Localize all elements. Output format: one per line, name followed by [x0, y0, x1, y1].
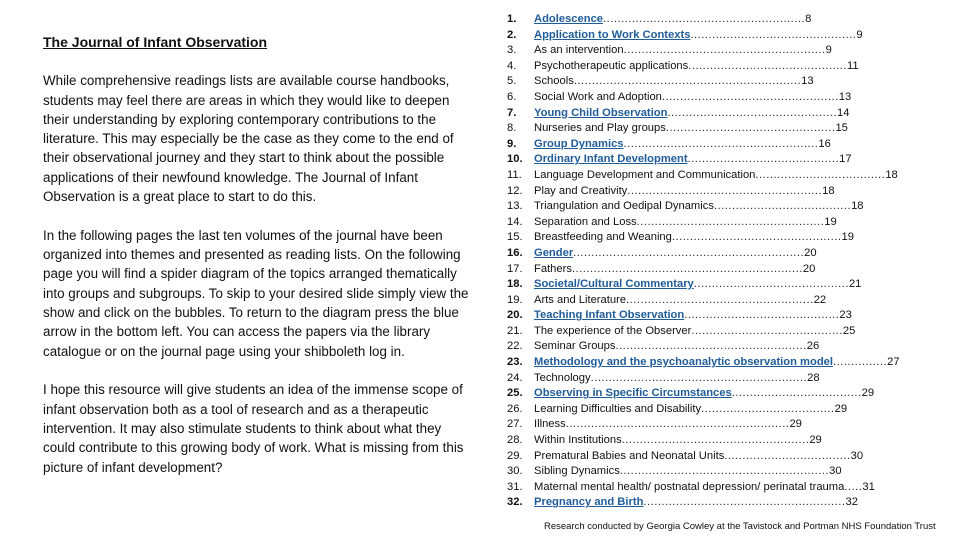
- toc-entry[interactable]: [507, 12, 927, 28]
- toc-entry-label: Fathers: [534, 262, 572, 275]
- toc-entry: [507, 43, 927, 59]
- toc-entry-number: 25.: [507, 387, 523, 400]
- toc-entry-number: 2.: [507, 28, 517, 41]
- toc-entry-number: 3.: [507, 44, 517, 57]
- toc-leader-dots: ......................................................: [623, 137, 819, 150]
- toc-entry-number: 26.: [507, 402, 523, 415]
- toc-entry-link[interactable]: Gender: [534, 246, 574, 259]
- toc-entry-label: Illness: [534, 418, 566, 431]
- toc-leader-dots: ............................................................: [590, 371, 808, 384]
- toc-entry-page: 23: [839, 309, 852, 322]
- toc-entry: [507, 215, 927, 231]
- toc-entry-number: 1.: [507, 13, 517, 25]
- toc-leader-dots: ........................................................: [603, 13, 806, 25]
- toc-entry-label: Nurseries and Play groups: [534, 122, 666, 135]
- instructions-paragraph: In the following pages the last ten volumes of the journal have been organized into themes and presented as reading lists. On the following page you will find a spider diagram of the topics arranged thematically into groups and subgroups. To skip to your desired slide simply view the show and click on the bubbles. To return to the diagram press the blue arrow in the bottom left. You can access the papers via the library catalogue or on the journal page using your shibboleth log in.: [43, 227, 469, 359]
- toc-entry-number: 5.: [507, 75, 517, 88]
- toc-entry-page: 9: [825, 44, 832, 57]
- toc-entry-page: 8: [805, 13, 812, 25]
- toc-entry: [507, 371, 927, 387]
- toc-entry-page: 18: [822, 184, 835, 197]
- toc-entry[interactable]: [507, 106, 927, 122]
- toc-entry-page: 19: [841, 231, 854, 244]
- toc-entry-number: 18.: [507, 278, 523, 291]
- toc-entry-label: As an intervention: [534, 44, 624, 57]
- toc-entry[interactable]: [507, 277, 927, 293]
- toc-leader-dots: .....: [844, 480, 863, 493]
- toc-entry-number: 17.: [507, 262, 523, 275]
- toc-entry-link[interactable]: Pregnancy and Birth: [534, 496, 644, 509]
- closing-paragraph: I hope this resource will give students an idea of the immense scope of infant observation both as a tool of research and as a therapeutic intervention. It may also stimulate students to think about what they could contribute to this growing body of work. What is missing from this picture of infant development?: [43, 382, 464, 475]
- toc-leader-dots: ........................................................: [643, 496, 846, 509]
- toc-entry[interactable]: [507, 28, 927, 44]
- toc-entry-number: 28.: [507, 434, 523, 447]
- toc-leader-dots: ...............................................................: [573, 75, 802, 88]
- toc-leader-dots: ............................................: [688, 59, 847, 72]
- toc-entry-label: Triangulation and Oedipal Dynamics: [534, 200, 714, 213]
- toc-entry-label: Schools: [534, 75, 574, 88]
- toc-leader-dots: ....................................: [731, 387, 862, 400]
- toc-entry[interactable]: [507, 308, 927, 324]
- toc-entry-number: 20.: [507, 309, 523, 322]
- toc-entry-link[interactable]: Societal/Cultural Commentary: [534, 278, 694, 291]
- toc-entry-label: Arts and Literature: [534, 293, 627, 306]
- toc-leader-dots: ...........................................: [693, 278, 849, 291]
- toc-entry-label: Prematural Babies and Neonatal Units: [534, 449, 725, 462]
- toc-entry-page: 20: [804, 246, 817, 259]
- toc-entry: [507, 293, 927, 309]
- toc-leader-dots: ...............: [833, 356, 888, 369]
- toc-leader-dots: .....................................: [701, 402, 835, 415]
- toc-leader-dots: ...............................................: [665, 122, 836, 135]
- toc-entry-page: 21: [848, 278, 862, 291]
- toc-entry-label: Sibling Dynamics: [534, 465, 620, 478]
- toc-entry-link[interactable]: Young Child Observation: [534, 106, 668, 119]
- toc-entry-page: 14: [837, 106, 850, 119]
- toc-entry-link[interactable]: Application to Work Contexts: [534, 28, 691, 41]
- toc-entry-number: 24.: [507, 371, 523, 384]
- toc-entry-label: Language Development and Communication: [534, 168, 756, 181]
- toc-entry: [507, 121, 927, 137]
- toc-leader-dots: ..........................................: [687, 153, 840, 166]
- toc-entry-label: Technology: [534, 371, 591, 384]
- toc-entry-page: 20: [802, 262, 816, 275]
- toc-entry-label: Within Institutions: [534, 434, 622, 447]
- toc-entry-page: 11: [847, 59, 859, 72]
- toc-leader-dots: ....................................................: [636, 215, 825, 228]
- toc-entry-number: 9.: [507, 137, 517, 150]
- toc-leader-dots: ....................................................: [621, 434, 810, 447]
- toc-entry-link[interactable]: Methodology and the psychoanalytic observation model: [534, 356, 833, 369]
- toc-entry[interactable]: [507, 137, 927, 153]
- toc-leader-dots: ......................................: [713, 200, 852, 213]
- toc-entry: [507, 402, 927, 418]
- toc-entry-number: 16.: [507, 246, 523, 259]
- toc-entry-page: 13: [838, 90, 852, 103]
- toc-entry-link[interactable]: Teaching Infant Observation: [534, 309, 685, 322]
- toc-entry-number: 11.: [507, 168, 522, 181]
- toc-leader-dots: ...............................................: [667, 106, 838, 119]
- toc-entry-page: 27: [887, 356, 900, 369]
- toc-entry: [507, 449, 927, 465]
- toc-entry-label: Play and Creativity: [534, 184, 628, 197]
- toc-entry-page: 29: [861, 387, 875, 400]
- toc-leader-dots: ...................................: [724, 449, 851, 462]
- toc-entry: [507, 199, 927, 215]
- toc-entry-number: 14.: [507, 215, 523, 228]
- toc-leader-dots: ......................................................: [627, 184, 823, 197]
- toc-leader-dots: ..........................................................: [619, 465, 830, 478]
- toc-entry-label: The experience of the Observer: [534, 324, 692, 337]
- toc-entry[interactable]: [507, 355, 927, 371]
- toc-entry-number: 23.: [507, 356, 523, 369]
- toc-entry: [507, 433, 927, 449]
- toc-entry-page: 17: [839, 153, 852, 166]
- toc-entry: [507, 417, 927, 433]
- toc-entry: [507, 324, 927, 340]
- toc-leader-dots: ....................................: [755, 168, 886, 181]
- toc-entry-link[interactable]: Adolescence: [534, 13, 604, 25]
- toc-entry-number: 13.: [507, 200, 523, 213]
- toc-entry[interactable]: [507, 495, 927, 511]
- toc-entry-label: Learning Difficulties and Disability: [534, 402, 702, 415]
- toc-leader-dots: ..............................................: [690, 28, 857, 41]
- toc-entry: [507, 339, 927, 355]
- toc-entry-label: Seminar Groups: [534, 340, 616, 353]
- toc-entry-label: Maternal mental health/ postnatal depression/ perinatal trauma: [534, 480, 845, 493]
- toc-entry-number: 31.: [507, 480, 523, 493]
- toc-entry-page: 22: [813, 293, 827, 306]
- toc-entry-link[interactable]: Ordinary Infant Development: [534, 153, 688, 166]
- toc-entry[interactable]: [507, 386, 927, 402]
- toc-entry-link[interactable]: Group Dynamics: [534, 137, 624, 150]
- toc-entry-page: 18: [885, 168, 898, 181]
- toc-entry: [507, 90, 927, 106]
- toc-entry-number: 4.: [507, 59, 517, 72]
- toc-entry-number: 21.: [507, 324, 523, 337]
- toc-entry-page: 9: [856, 28, 863, 41]
- toc-entry-page: 25: [842, 324, 856, 337]
- intro-paragraph: While comprehensive readings lists are available course handbooks, students may feel there are areas in which they would like to deepen their understanding by exploring contemporary contributions to the literature. This may especially be the case as they come to the end of their observational journey and they start to think about the possible applications of their newfound knowledge. The Journal of Infant Observation is a great place to start to do this.: [43, 73, 454, 205]
- toc-entry: [507, 74, 927, 90]
- toc-entry: [507, 262, 927, 278]
- toc-entry: [507, 464, 927, 480]
- toc-entry[interactable]: [507, 246, 927, 262]
- toc-entry-label: Social Work and Adoption: [534, 90, 662, 103]
- toc-entry-page: 29: [809, 434, 822, 447]
- toc-leader-dots: .................................................: [661, 90, 839, 103]
- toc-leader-dots: ...........................................: [684, 309, 840, 322]
- toc-entry-link[interactable]: Observing in Specific Circumstances: [534, 387, 732, 400]
- toc-entry-page: 19: [824, 215, 837, 228]
- toc-entry-number: 29.: [507, 449, 523, 462]
- toc-entry-page: 29: [789, 418, 802, 431]
- toc-entry-label: Separation and Loss: [534, 215, 637, 228]
- footer-credit: Research conducted by Georgia Cowley at the Tavistock and Portman NHS Foundation Trust: [544, 521, 936, 532]
- toc-entry: [507, 230, 927, 246]
- toc-entry-label: Breastfeeding and Weaning: [534, 231, 672, 244]
- toc-leader-dots: ........................................................: [623, 44, 826, 57]
- toc-entry-number: 15.: [507, 231, 523, 244]
- toc-leader-dots: ................................................................: [573, 246, 805, 259]
- toc-entry-page: 31: [862, 480, 875, 493]
- toc-leader-dots: .....................................................: [615, 340, 807, 353]
- toc-entry: [507, 184, 927, 200]
- toc-entry-number: 30.: [507, 465, 523, 478]
- toc-entry-number: 8.: [507, 122, 517, 135]
- toc-entry-number: 6.: [507, 90, 517, 103]
- toc-entry-number: 27.: [507, 418, 523, 431]
- toc-entry: [507, 480, 927, 496]
- toc-leader-dots: ..............................................................: [565, 418, 790, 431]
- toc-entry-number: 12.: [507, 184, 523, 197]
- toc-entry-page: 32: [845, 496, 858, 509]
- toc-leader-dots: ..........................................: [691, 324, 843, 337]
- toc-entry-page: 28: [807, 371, 820, 384]
- toc-leader-dots: ...............................................: [671, 231, 842, 244]
- toc-entry: [507, 168, 927, 184]
- toc-entry-page: 29: [834, 402, 848, 415]
- toc-entry-number: 22.: [507, 340, 523, 353]
- toc-leader-dots: ....................................................: [626, 293, 814, 306]
- toc-entry-page: 26: [806, 340, 820, 353]
- intro-column: [43, 33, 475, 496]
- toc-entry: [507, 59, 927, 75]
- toc-entry-page: 30: [829, 465, 842, 478]
- toc-entry-label: Psychotherapeutic applications: [534, 59, 689, 72]
- toc-leader-dots: ................................................................: [571, 262, 803, 275]
- toc-entry-number: 10.: [507, 153, 523, 166]
- table-of-contents: [507, 12, 927, 511]
- toc-entry-page: 30: [850, 449, 864, 462]
- page-title: The Journal of Infant Observation: [43, 34, 268, 50]
- toc-entry-page: 16: [818, 137, 831, 150]
- toc-entry-page: 13: [801, 75, 814, 88]
- toc-entry[interactable]: [507, 152, 927, 168]
- toc-entry-number: 7.: [507, 106, 517, 119]
- toc-entry-number: 19.: [507, 293, 523, 306]
- toc-entry-page: 18: [851, 200, 864, 213]
- toc-entry-number: 32.: [507, 496, 523, 509]
- toc-entry-page: 15: [835, 122, 848, 135]
